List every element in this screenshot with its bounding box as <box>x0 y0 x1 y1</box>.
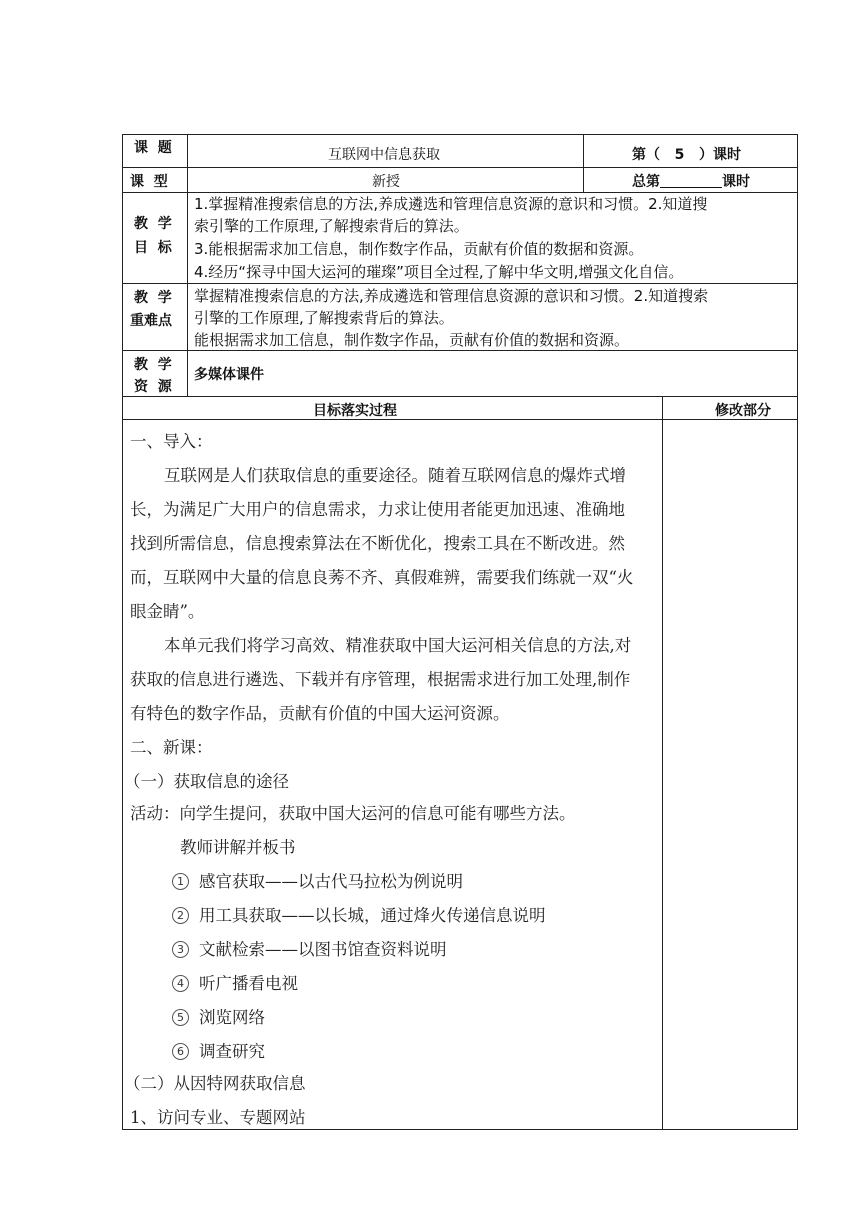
new-heading: 二、新课： <box>130 738 213 757</box>
list-item-text: 文献检索——以图书馆查资料说明 <box>199 940 447 959</box>
keypoints-label-b: 重难点 <box>130 313 172 329</box>
activity-line: 活动：向学生提问，获取中国大运河的信息可能有哪些方法。 <box>130 804 576 823</box>
list-item <box>172 970 298 994</box>
list-item-text: 浏览网络 <box>199 1008 265 1027</box>
cell-revision-body <box>662 419 798 1130</box>
intro-p1-line-5: 眼金睛”。 <box>130 602 205 621</box>
list-item <box>172 868 463 892</box>
list-item <box>172 1004 265 1028</box>
intro-p2-line-3: 有特色的数字作品，贡献有价值的中国大运河资源。 <box>130 704 510 723</box>
number-badge-4: 4 <box>172 975 189 992</box>
lesson-prefix: 第（ <box>632 147 660 163</box>
list-item-text: 用工具获取——以长城，通过烽火传递信息说明 <box>199 906 546 925</box>
type-value: 新授 <box>372 174 400 190</box>
number-badge-5: 5 <box>172 1009 189 1026</box>
resources-value: 多媒体课件 <box>194 367 264 383</box>
total-prefix: 总第 <box>632 174 660 190</box>
resources-label-a: 教 学 <box>134 357 172 373</box>
number-badge-6: 6 <box>172 1043 189 1060</box>
keypoints-label-a: 教 学 <box>134 290 172 306</box>
list-item <box>172 1038 265 1062</box>
type-label: 课 型 <box>130 174 168 190</box>
topic-label: 课 题 <box>134 140 172 156</box>
lesson-number-value: 5 <box>674 147 685 163</box>
subheading-1: （一）获取信息的途径 <box>124 772 289 791</box>
list-item-text: 听广播看电视 <box>199 974 298 993</box>
intro-p1-line-2: 长，为满足广大用户的信息需求，力求让使用者能更加迅速、准确地 <box>130 500 625 519</box>
goals-label-a: 教 学 <box>134 216 172 232</box>
goals-label-b: 目 标 <box>134 240 172 256</box>
total-blank <box>660 173 722 188</box>
intro-p2-line-2: 获取的信息进行遴选、下载并有序管理，根据需求进行加工处理,制作 <box>130 670 631 689</box>
number-badge-1: 1 <box>172 873 189 890</box>
total-suffix: 课时 <box>722 174 750 190</box>
goals-line-2: 索引擎的工作原理,了解搜索背后的算法。 <box>194 217 469 235</box>
list-item <box>172 902 546 926</box>
list-item <box>172 936 447 960</box>
lesson-suffix: ）课时 <box>699 147 741 163</box>
process-header: 目标落实过程 <box>313 403 397 419</box>
goals-line-4: 4.经历“探寻中国大运河的璀璨”项目全过程,了解中华文明,增强文化自信。 <box>194 263 684 281</box>
resources-label-b: 资 源 <box>134 379 172 395</box>
cell-resources <box>187 350 798 397</box>
last-line: 1、访问专业、专题网站 <box>130 1108 306 1127</box>
list-item-text: 调查研究 <box>199 1042 265 1061</box>
number-badge-2: 2 <box>172 907 189 924</box>
total-lessons <box>632 171 750 191</box>
intro-p2-line-1: 本单元我们将学习高效、精准获取中国大运河相关信息的方法,对 <box>164 636 632 655</box>
keypoints-line-2: 引擎的工作原理,了解搜索背后的算法。 <box>194 309 454 327</box>
intro-p1-line-3: 找到所需信息，信息搜索算法在不断优化，搜索工具在不断改进。然 <box>130 534 625 553</box>
revision-header: 修改部分 <box>715 403 771 419</box>
number-badge-3: 3 <box>172 941 189 958</box>
teacher-line: 教师讲解并板书 <box>180 838 296 857</box>
intro-p1-line-4: 而，互联网中大量的信息良莠不齐、真假难辨，需要我们练就一双“火 <box>130 568 634 587</box>
intro-heading: 一、导入： <box>130 432 213 451</box>
list-item-text: 感官获取——以古代马拉松为例说明 <box>199 872 463 891</box>
intro-p1-line-1: 互联网是人们获取信息的重要途径。随着互联网信息的爆炸式增 <box>164 466 626 485</box>
goals-line-3: 3.能根据需求加工信息，制作数字作品，贡献有价值的数据和资源。 <box>194 240 644 258</box>
keypoints-line-1: 掌握精准搜索信息的方法,养成遴选和管理信息资源的意识和习惯。2.知道搜索 <box>194 287 709 305</box>
keypoints-line-3: 能根据需求加工信息，制作数字作品，贡献有价值的数据和资源。 <box>194 331 630 349</box>
subheading-2: （二）从因特网获取信息 <box>124 1074 306 1093</box>
lesson-number <box>632 144 741 164</box>
goals-line-1: 1.掌握精准搜索信息的方法,养成遴选和管理信息资源的意识和习惯。2.知道搜 <box>194 195 708 213</box>
topic-value: 互联网中信息获取 <box>328 147 440 163</box>
